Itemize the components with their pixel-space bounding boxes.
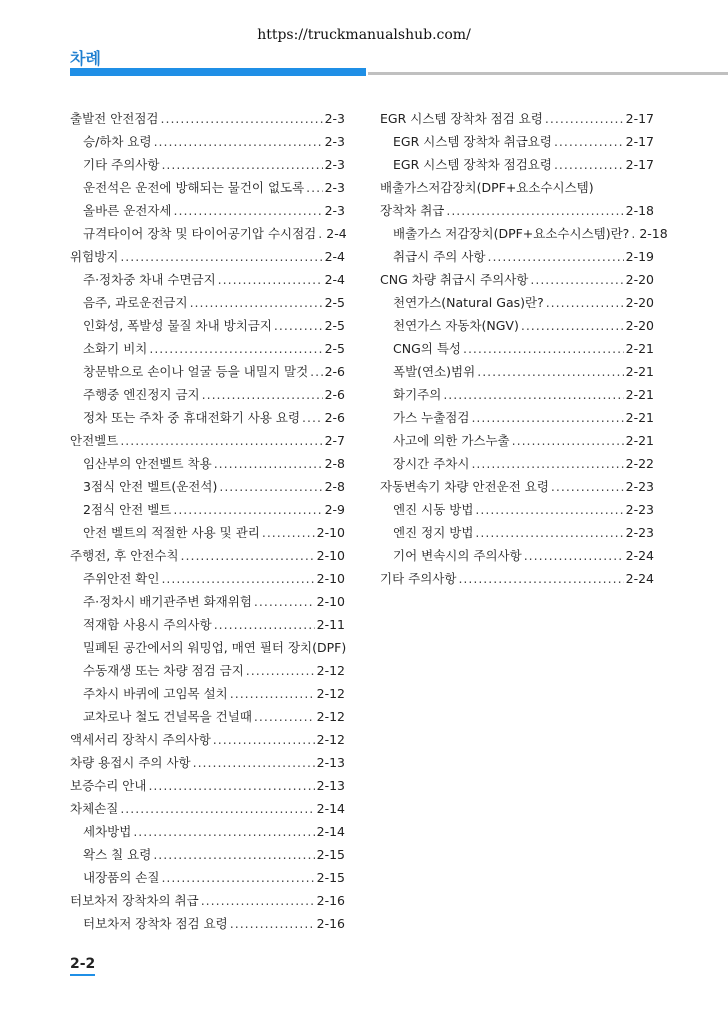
toc-leader-dots (302, 406, 323, 429)
toc-entry[interactable] (70, 751, 345, 774)
toc-entry-title: 천연가스 자동차(NGV) (393, 318, 519, 333)
toc-entry-page: 2-10 (316, 525, 345, 540)
toc-entry-title: 안전벨트 (70, 433, 119, 448)
toc-entry[interactable] (70, 245, 345, 268)
toc-entry-page: 2-13 (316, 755, 345, 770)
toc-leader-dots (471, 406, 623, 429)
toc-entry-page: 2-10 (316, 594, 345, 609)
toc-leader-dots (193, 751, 315, 774)
toc-entry[interactable] (70, 912, 345, 935)
source-url: https://truckmanualshub.com/ (257, 27, 471, 43)
toc-entry[interactable] (380, 107, 654, 130)
toc-leader-dots (148, 774, 314, 797)
toc-entry-page: 2-13 (316, 778, 345, 793)
toc-leader-dots (246, 659, 315, 682)
toc-entry-title: 취급시 주의 사항 (393, 249, 486, 264)
toc-leader-dots (487, 245, 623, 268)
toc-entry-page: 2-24 (625, 548, 654, 563)
toc-entry-page: 2-12 (316, 663, 345, 678)
toc-entry-page: 2-18 (639, 226, 668, 241)
toc-leader-dots (306, 176, 322, 199)
toc-entry-title: 액세서리 장착시 주의사항 (70, 732, 211, 747)
toc-entry-page: 2-3 (324, 134, 345, 149)
toc-entry-title: 주행전, 후 안전수칙 (70, 548, 179, 563)
toc-entry-title: 2점식 안전 벨트 (83, 502, 172, 517)
toc-leader-dots (554, 130, 624, 153)
toc-entry[interactable] (380, 291, 654, 314)
toc-entry[interactable] (380, 176, 654, 199)
toc-entry[interactable] (380, 245, 654, 268)
toc-entry-title: 가스 누출점검 (393, 410, 470, 425)
toc-entry-title: 세차방법 (83, 824, 132, 839)
toc-entry-page: 2-12 (316, 709, 345, 724)
toc-entry[interactable] (70, 130, 345, 153)
toc-entry-title: 사고에 의한 가스누출 (393, 433, 510, 448)
toc-leader-dots (153, 843, 314, 866)
toc-leader-dots (475, 498, 623, 521)
toc-entry-title: 적재함 사용시 주의사항 (83, 617, 212, 632)
toc-entry[interactable] (70, 636, 345, 659)
toc-entry-page: 2-21 (625, 364, 654, 379)
toc-entry[interactable] (70, 659, 345, 682)
toc-entry[interactable] (70, 498, 345, 521)
toc-leader-dots (262, 521, 315, 544)
toc-entry-page: 2-12 (316, 732, 345, 747)
toc-leader-dots (154, 130, 323, 153)
toc-entry[interactable] (70, 268, 345, 291)
toc-entry[interactable] (70, 728, 345, 751)
toc-entry[interactable] (70, 222, 345, 245)
toc-entry-page: 2-23 (625, 479, 654, 494)
toc-entry-title: EGR 시스템 장착차 취급요령 (393, 134, 552, 149)
toc-entry-page: 2-5 (324, 341, 345, 356)
toc-entry-page: 2-24 (625, 571, 654, 586)
toc-entry-title: 내장품의 손질 (83, 870, 160, 885)
toc-leader-dots (310, 360, 322, 383)
toc-entry[interactable] (380, 199, 654, 222)
toc-entry[interactable] (380, 475, 654, 498)
toc-entry-title: 왁스 칠 요령 (83, 847, 152, 862)
toc-entry-title: 장착차 취급 (380, 203, 445, 218)
toc-leader-dots (213, 728, 315, 751)
toc-entry-page: 2-14 (316, 801, 345, 816)
toc-entry[interactable] (380, 360, 654, 383)
toc-entry-page: 2-23 (625, 525, 654, 540)
toc-entry-page: 2-6 (324, 410, 345, 425)
toc-leader-dots (477, 360, 623, 383)
toc-entry-page: 2-14 (316, 824, 345, 839)
toc-entry-page: 2-8 (324, 479, 345, 494)
toc-entry[interactable] (380, 130, 654, 153)
toc-leader-dots (521, 314, 624, 337)
toc-entry[interactable] (70, 797, 345, 820)
toc-leader-dots (631, 222, 637, 245)
toc-entry[interactable] (70, 590, 345, 613)
toc-entry-page: 2-17 (625, 111, 654, 126)
toc-leader-dots (161, 866, 314, 889)
toc-entry-page: 2-7 (324, 433, 345, 448)
toc-entry-title: 정차 또는 주차 중 휴대전화기 사용 요령 (83, 410, 301, 425)
title-underline-rule (368, 72, 728, 75)
toc-entry-title: 올바른 운전자세 (83, 203, 172, 218)
toc-entry-title: 안전 벨트의 적절한 사용 및 관리 (83, 525, 260, 540)
toc-entry-title: 규격타이어 장착 및 타이어공기압 수시점검 (83, 226, 317, 241)
toc-leader-dots (174, 199, 323, 222)
toc-entry-title: 주위안전 확인 (83, 571, 160, 586)
toc-leader-dots (214, 452, 323, 475)
toc-entry-page: 2-20 (625, 318, 654, 333)
toc-leader-dots (161, 567, 314, 590)
toc-leader-dots (161, 153, 322, 176)
toc-entry-title: 기어 변속시의 주의사항 (393, 548, 522, 563)
toc-entry[interactable] (70, 429, 345, 452)
toc-entry[interactable] (70, 820, 345, 843)
toc-entry-title: 밀폐된 공간에서의 워밍업, 매연 필터 장치(DPF) (83, 640, 347, 655)
toc-entry-page: 2-15 (316, 870, 345, 885)
toc-entry-title: 엔진 시동 방법 (393, 502, 474, 517)
toc-entry-page: 2-6 (324, 364, 345, 379)
toc-entry[interactable] (70, 360, 345, 383)
toc-entry[interactable] (70, 176, 345, 199)
toc-entry-title: 장시간 주차시 (393, 456, 470, 471)
toc-entry-title: 차량 용접시 주의 사항 (70, 755, 191, 770)
toc-entry-page: 2-21 (625, 433, 654, 448)
toc-entry-page: 2-6 (324, 387, 345, 402)
toc-entry[interactable] (380, 429, 654, 452)
toc-entry[interactable] (380, 314, 654, 337)
toc-entry-page: 2-17 (625, 157, 654, 172)
toc-entry[interactable] (70, 199, 345, 222)
toc-entry-page: 2-11 (316, 617, 345, 632)
toc-entry[interactable] (70, 337, 345, 360)
toc-entry-title: 기타 주의사항 (83, 157, 160, 172)
toc-entry-title: 창문밖으로 손이나 얼굴 등을 내밀지 말것 (83, 364, 309, 379)
toc-entry-title: 폭발(연소)범위 (393, 364, 476, 379)
toc-leader-dots (318, 222, 324, 245)
page-number: 2-2 (70, 955, 95, 976)
toc-leader-dots (524, 544, 624, 567)
toc-leader-dots (551, 475, 624, 498)
toc-entry[interactable] (70, 866, 345, 889)
toc-entry[interactable] (70, 153, 345, 176)
toc-entry-page: 2-10 (316, 571, 345, 586)
toc-leader-dots (530, 268, 623, 291)
toc-leader-dots (554, 153, 624, 176)
toc-entry-page: 2-3 (324, 157, 345, 172)
toc-entry-title: 교차로나 철도 건널목을 건널때 (83, 709, 252, 724)
toc-leader-dots (254, 590, 315, 613)
toc-entry[interactable] (70, 613, 345, 636)
toc-entry-page: 2-21 (625, 341, 654, 356)
toc-leader-dots (230, 912, 315, 935)
toc-entry-page: 2-3 (324, 111, 345, 126)
toc-entry-title: 출발전 안전점검 (70, 111, 159, 126)
toc-leader-dots (546, 291, 624, 314)
toc-entry-title: EGR 시스템 장착차 점검요령 (393, 157, 552, 172)
toc-entry-page: 2-4 (326, 226, 347, 241)
toc-leader-dots (214, 613, 315, 636)
toc-entry-page: 2-12 (316, 686, 345, 701)
page-title: 차례 (70, 49, 101, 68)
toc-entry-title: 차체손질 (70, 801, 119, 816)
toc-leader-dots (230, 682, 315, 705)
toc-leader-dots (149, 337, 322, 360)
toc-entry-page: 2-18 (625, 203, 654, 218)
toc-entry-title: 엔진 정지 방법 (393, 525, 474, 540)
toc-entry[interactable] (70, 383, 345, 406)
toc-entry-page: 2-10 (316, 548, 345, 563)
toc-column-left (70, 107, 345, 935)
toc-leader-dots (120, 797, 314, 820)
toc-leader-dots (545, 107, 624, 130)
toc-leader-dots (120, 429, 322, 452)
toc-entry-title: 자동변속기 차량 안전운전 요령 (380, 479, 549, 494)
toc-entry-title: 기타 주의사항 (380, 571, 457, 586)
toc-entry-page: 2-8 (324, 456, 345, 471)
toc-entry-title: 배출가스 저감장치(DPF+요소수시스템)란? (393, 226, 630, 241)
toc-entry[interactable] (380, 383, 654, 406)
toc-entry-page: 2-5 (324, 295, 345, 310)
toc-leader-dots (471, 452, 623, 475)
toc-entry-page: 2-9 (324, 502, 345, 517)
toc-entry[interactable] (70, 314, 345, 337)
toc-column-right (380, 107, 668, 590)
toc-entry[interactable] (70, 544, 345, 567)
toc-leader-dots (274, 314, 323, 337)
toc-leader-dots (463, 337, 624, 360)
toc-entry-title: 소화기 비치 (83, 341, 148, 356)
toc-entry[interactable] (380, 567, 654, 590)
toc-entry-title: 위험방지 (70, 249, 119, 264)
toc-entry[interactable] (70, 843, 345, 866)
toc-leader-dots (161, 107, 323, 130)
toc-entry-title: 임산부의 안전벨트 착용 (83, 456, 212, 471)
toc-entry-title: 터보차저 장착차의 취급 (70, 893, 199, 908)
toc-entry-page: 2-22 (625, 456, 654, 471)
toc-entry[interactable] (380, 498, 654, 521)
toc-entry[interactable] (70, 475, 345, 498)
toc-entry[interactable] (70, 889, 345, 912)
toc-entry[interactable] (70, 107, 345, 130)
toc-entry-title: 수동재생 또는 차량 점검 금지 (83, 663, 244, 678)
toc-entry-page: 2-16 (316, 893, 345, 908)
toc-leader-dots (181, 544, 315, 567)
toc-entry-title: 운전석은 운전에 방해되는 물건이 없도록 (83, 180, 305, 195)
toc-entry[interactable] (70, 682, 345, 705)
toc-entry-title: CNG 차량 취급시 주의사항 (380, 272, 529, 287)
toc-entry-page: 2-15 (316, 847, 345, 862)
toc-entry-page: 2-4 (324, 249, 345, 264)
toc-entry-page: 2-21 (625, 410, 654, 425)
toc-entry[interactable] (70, 406, 345, 429)
toc-entry-title: 주차시 바퀴에 고임목 설치 (83, 686, 228, 701)
toc-entry[interactable] (380, 222, 668, 245)
toc-entry-title: 배출가스저감장치(DPF+요소수시스템) (380, 180, 594, 195)
toc-entry[interactable] (380, 521, 654, 544)
toc-entry[interactable] (70, 452, 345, 475)
toc-entry-page: 2-20 (625, 295, 654, 310)
toc-leader-dots (254, 705, 315, 728)
toc-entry-title: 주행중 엔진정지 금지 (83, 387, 200, 402)
toc-entry[interactable] (380, 544, 654, 567)
toc-leader-dots (443, 383, 623, 406)
toc-leader-dots (475, 521, 623, 544)
toc-entry-title: 3점식 안전 벨트(운전석) (83, 479, 218, 494)
toc-entry[interactable] (380, 268, 654, 291)
toc-leader-dots (202, 383, 323, 406)
toc-leader-dots (173, 498, 322, 521)
toc-entry-title: 터보차저 장착차 점검 요령 (83, 916, 228, 931)
toc-leader-dots (190, 291, 323, 314)
toc-entry-page: 2-23 (625, 502, 654, 517)
toc-entry[interactable] (70, 291, 345, 314)
toc-leader-dots (219, 475, 322, 498)
toc-leader-dots (201, 889, 315, 912)
toc-entry[interactable] (70, 521, 345, 544)
toc-entry-title: CNG의 특성 (393, 341, 461, 356)
toc-entry-title: 주·정차중 차내 수면금지 (83, 272, 216, 287)
toc-entry[interactable] (380, 406, 654, 429)
toc-entry-title: 주·정차시 배기관주변 화재위험 (83, 594, 252, 609)
toc-leader-dots (512, 429, 624, 452)
toc-leader-dots (218, 268, 323, 291)
toc-entry-title: 화기주의 (393, 387, 442, 402)
toc-entry-title: 음주, 과로운전금지 (83, 295, 188, 310)
toc-entry[interactable] (70, 567, 345, 590)
toc-entry-page: 2-5 (324, 318, 345, 333)
toc-entry-title: EGR 시스템 장착차 점검 요령 (380, 111, 543, 126)
toc-leader-dots (133, 820, 314, 843)
toc-entry[interactable] (380, 452, 654, 475)
toc-entry-title: 천연가스(Natural Gas)란? (393, 295, 544, 310)
toc-entry-title: 승/하차 요령 (83, 134, 152, 149)
toc-leader-dots (120, 245, 322, 268)
toc-leader-dots (446, 199, 623, 222)
toc-entry-page: 2-3 (324, 180, 345, 195)
title-underline-accent (70, 68, 366, 76)
toc-entry-page: 2-20 (625, 272, 654, 287)
toc-entry-title: 인화성, 폭발성 물질 차내 방치금지 (83, 318, 272, 333)
toc-entry-page: 2-19 (625, 249, 654, 264)
toc-leader-dots (458, 567, 623, 590)
toc-entry-page: 2-4 (324, 272, 345, 287)
toc-entry[interactable] (380, 337, 654, 360)
toc-entry-title: 보증수리 안내 (70, 778, 147, 793)
toc-entry-page: 2-17 (625, 134, 654, 149)
toc-entry[interactable] (70, 774, 345, 797)
toc-entry-page: 2-16 (316, 916, 345, 931)
toc-entry-page: 2-21 (625, 387, 654, 402)
toc-entry-page: 2-3 (324, 203, 345, 218)
toc-entry[interactable] (380, 153, 654, 176)
toc-entry[interactable] (70, 705, 345, 728)
